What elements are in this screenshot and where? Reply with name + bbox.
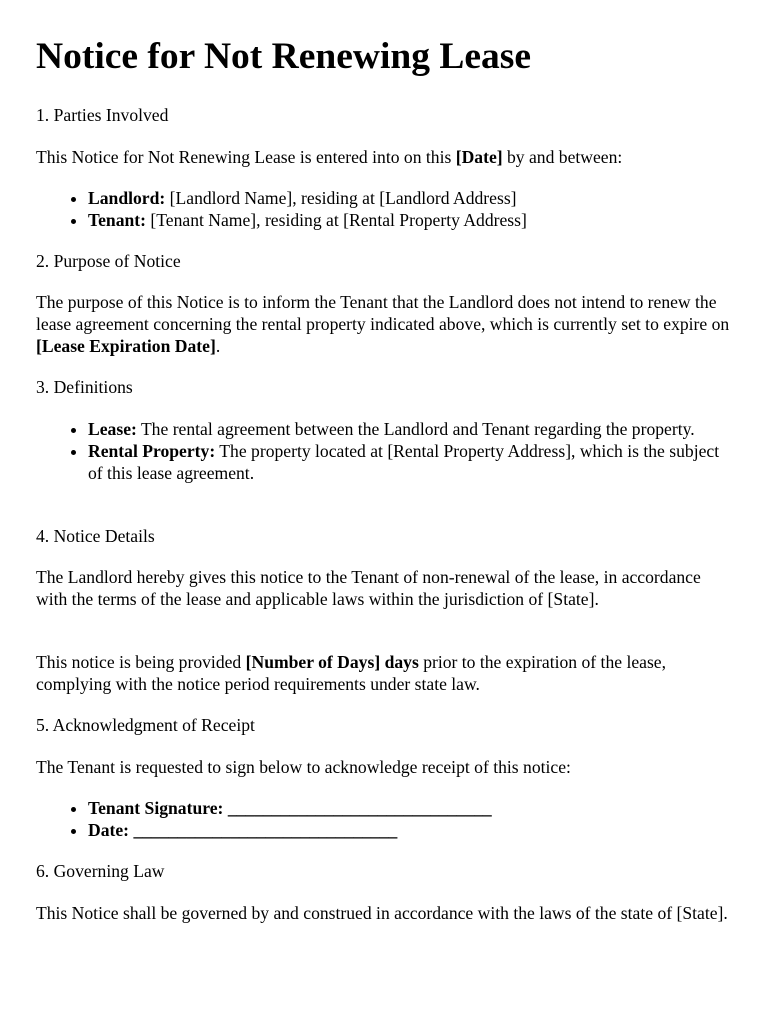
parties-intro <box>36 146 736 168</box>
list-item <box>88 797 736 819</box>
signature-field-label <box>88 798 492 818</box>
date-label: Date: <box>88 820 134 840</box>
section-heading-governing: 6. Governing Law <box>36 861 165 881</box>
details-para2-before: This notice is being provided <box>36 652 246 672</box>
list-item <box>88 819 736 841</box>
section-heading-acknowledgment: 5. Acknowledgment of Receipt <box>36 715 255 735</box>
section-heading-details: 4. Notice Details <box>36 526 155 546</box>
acknowledgment-intro: The Tenant is requested to sign below to acknowledge receipt of this notice: <box>36 757 571 777</box>
definition-label: Rental Property: <box>88 441 216 461</box>
parties-intro-after: by and between: <box>502 147 623 167</box>
section-heading-purpose: 2. Purpose of Notice <box>36 251 181 271</box>
section-heading-parties: 1. Parties Involved <box>36 105 169 125</box>
definition-text: The rental agreement between the Landlord and Tenant regarding the property. <box>136 419 695 439</box>
party-label: Tenant: <box>88 210 147 230</box>
parties-list <box>36 187 736 231</box>
details-para2-after: prior to the expiration of the lease, complying with the notice period requirements under state law. <box>36 652 667 694</box>
details-number-of-days: [Number of Days] days <box>245 652 419 672</box>
definitions-list <box>36 418 736 484</box>
party-label: Landlord: <box>88 188 166 208</box>
signature-line: ______________________________ <box>227 798 492 818</box>
list-item <box>88 209 736 231</box>
section-heading-definitions: 3. Definitions <box>36 377 133 397</box>
document-title: Notice for Not Renewing Lease <box>36 36 532 77</box>
purpose-text <box>36 291 736 357</box>
purpose-text-before: The purpose of this Notice is to inform the Tenant that the Landlord does not intend to renew the lease agreement concerning the rental property indicated above, which is currently set to expire on <box>36 292 730 334</box>
details-paragraph-1: The Landlord hereby gives this notice to the Tenant of non-renewal of the lease, in accordance with the terms of the lease and applicable laws within the jurisdiction of [State]. <box>36 567 701 609</box>
party-text: [Tenant Name], residing at [Rental Property Address] <box>146 210 527 230</box>
definition-text: The property located at [Rental Property Address], which is the subject of this lease agreement. <box>88 441 720 483</box>
date-line: ______________________________ <box>133 820 398 840</box>
list-item <box>88 187 736 209</box>
details-paragraph-2 <box>36 651 736 695</box>
purpose-text-after: . <box>215 336 221 356</box>
list-item <box>88 418 736 440</box>
signature-label: Tenant Signature: <box>88 798 228 818</box>
list-item <box>88 440 736 484</box>
signature-list <box>36 797 736 841</box>
parties-intro-date: [Date] <box>455 147 503 167</box>
purpose-expiration-date: [Lease Expiration Date] <box>36 336 216 356</box>
governing-text: This Notice shall be governed by and construed in accordance with the laws of the state of [State]. <box>36 903 728 923</box>
definition-label: Lease: <box>88 419 137 439</box>
date-field-label <box>88 820 397 840</box>
party-text: [Landlord Name], residing at [Landlord Address] <box>165 188 517 208</box>
parties-intro-before: This Notice for Not Renewing Lease is entered into on this <box>36 147 456 167</box>
